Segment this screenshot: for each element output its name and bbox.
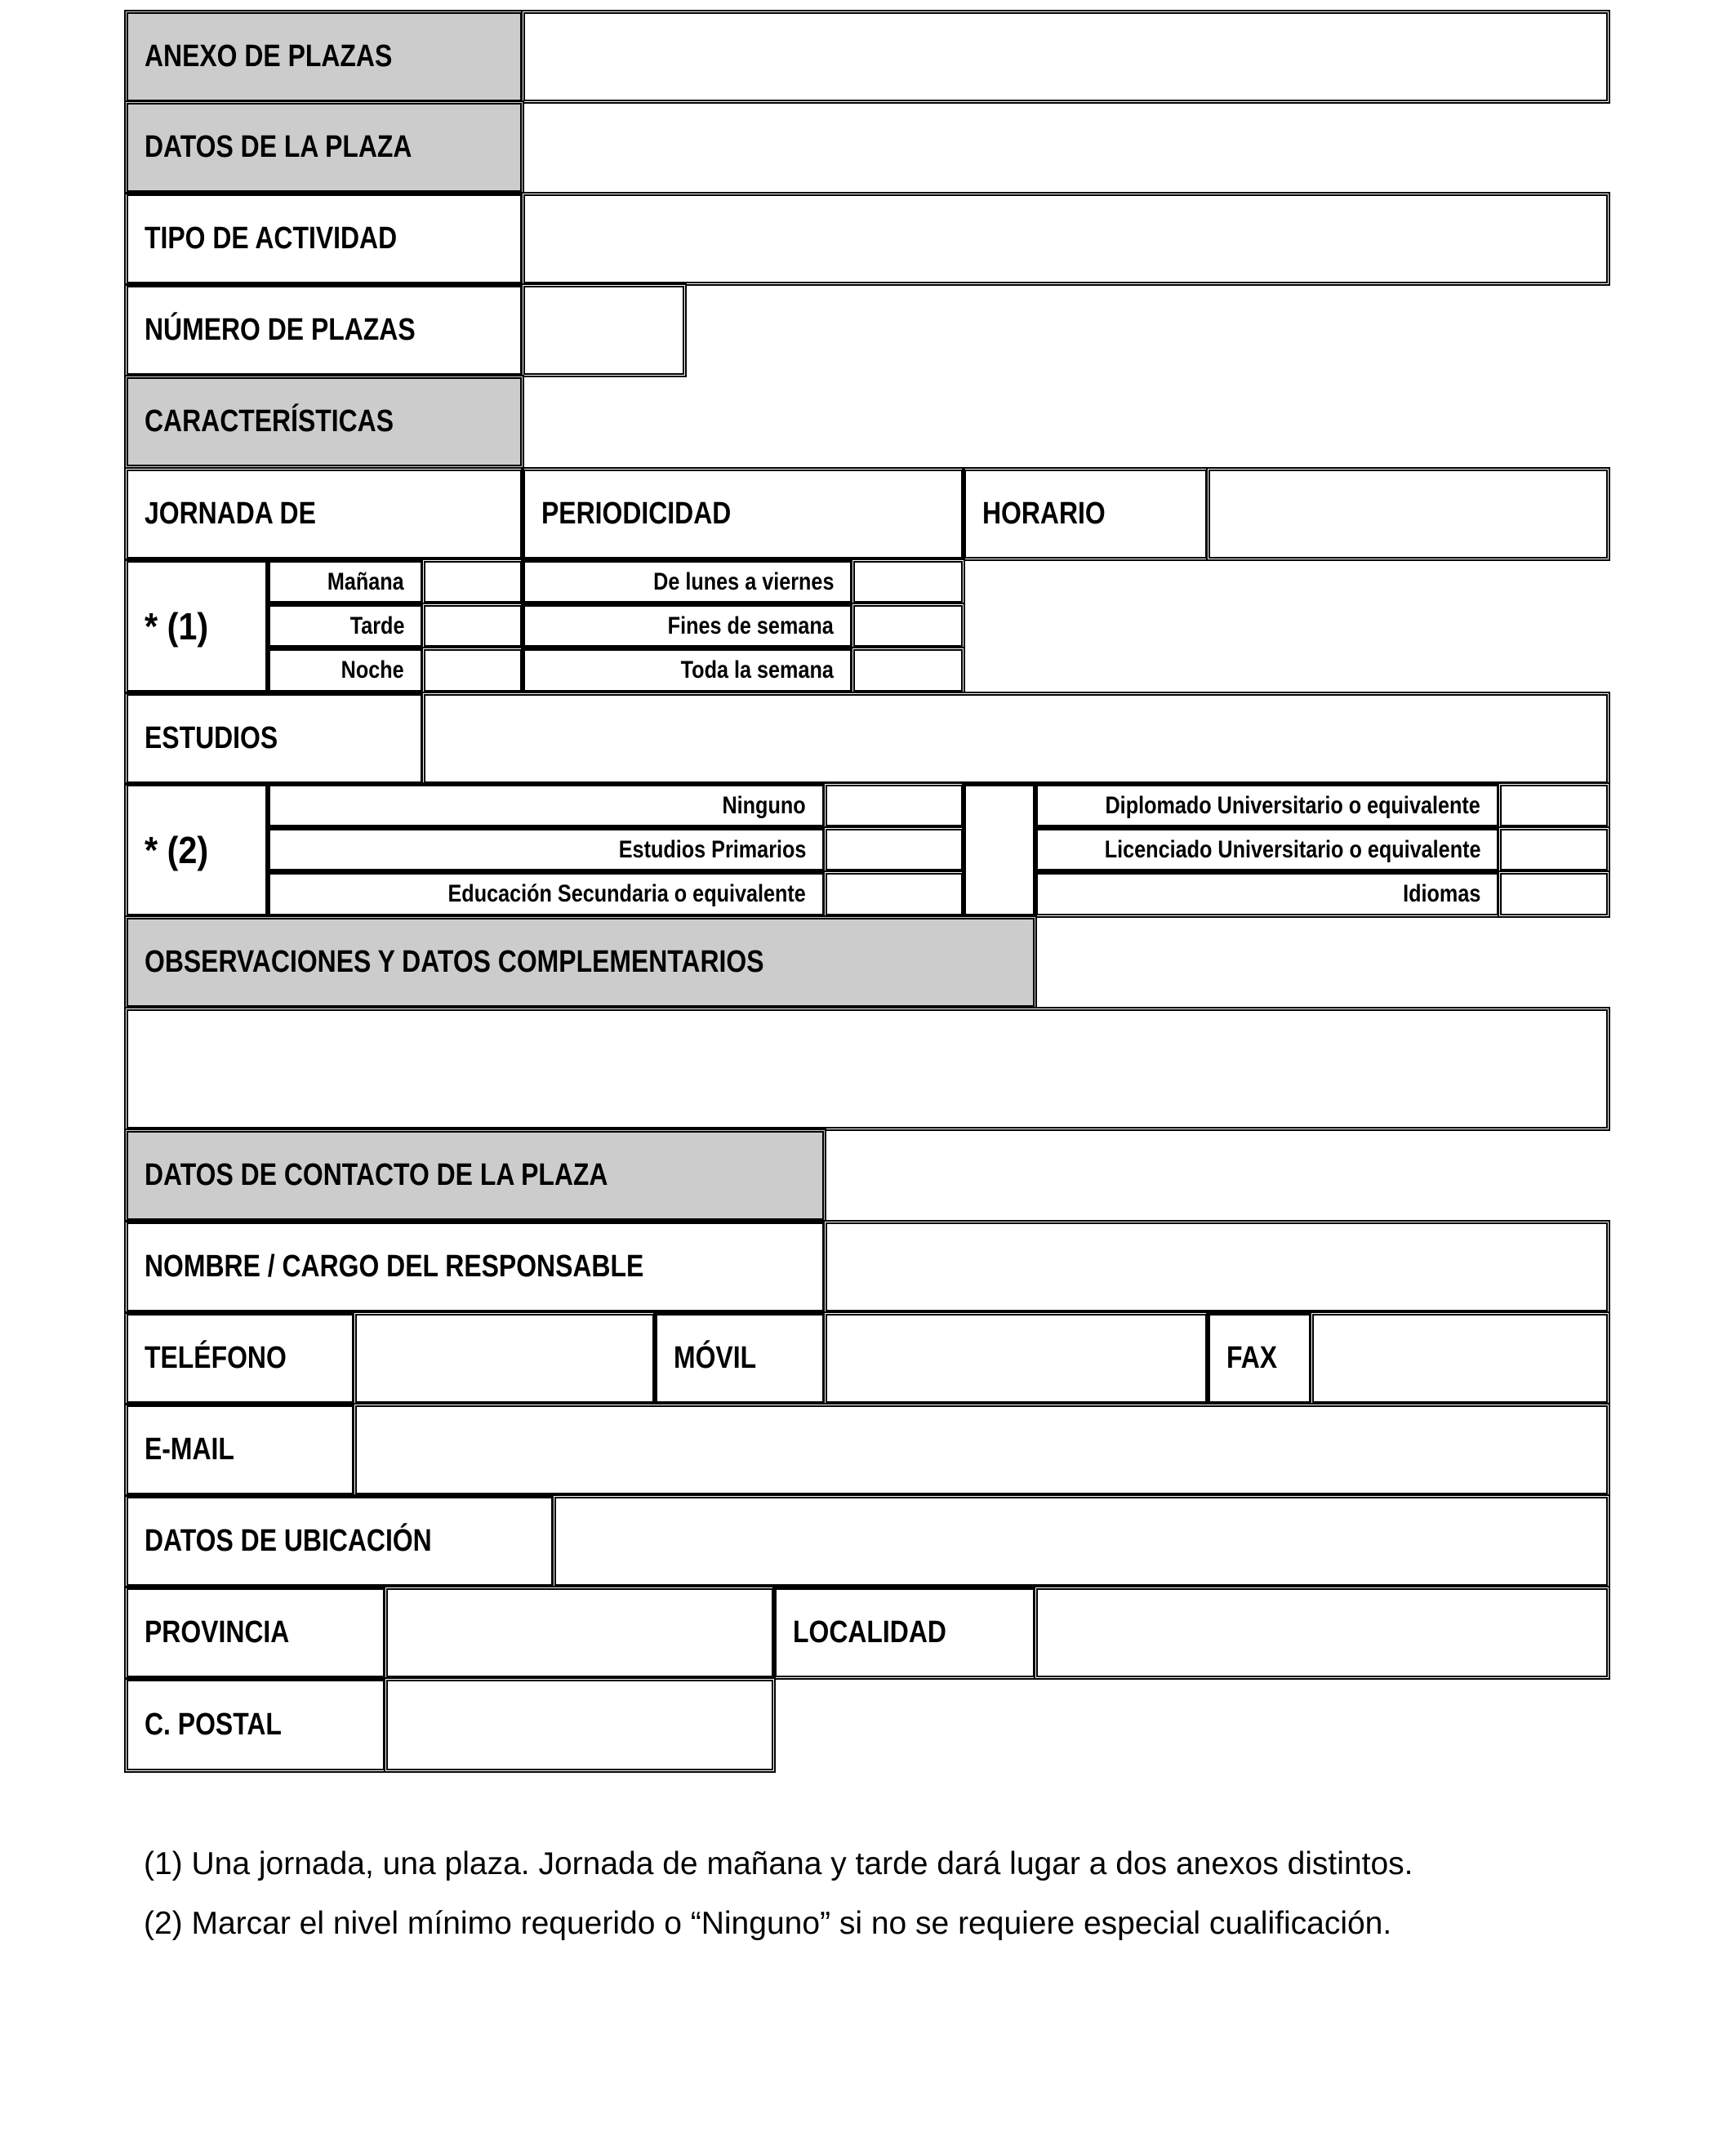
estudios-text: ESTUDIOS bbox=[145, 721, 278, 755]
estudios-checkbox[interactable] bbox=[823, 782, 965, 829]
responsable-text: NOMBRE / CARGO DEL RESPONSABLE bbox=[145, 1249, 644, 1284]
provincia-field[interactable] bbox=[384, 1586, 776, 1680]
estudios-option bbox=[1034, 826, 1501, 873]
ubicacion-field[interactable] bbox=[552, 1494, 1610, 1588]
caracteristicas-text: CARACTERÍSTICAS bbox=[145, 404, 394, 439]
estudios-option-text: Ninguno bbox=[722, 791, 806, 819]
estudios-spacer bbox=[962, 782, 1037, 918]
ubicacion-text: DATOS DE UBICACIÓN bbox=[145, 1524, 432, 1558]
periodicidad-option bbox=[521, 647, 854, 694]
estudios-option bbox=[1034, 870, 1501, 918]
provincia-label bbox=[124, 1586, 387, 1680]
email-label bbox=[124, 1403, 356, 1497]
responsable-label bbox=[124, 1220, 826, 1314]
horario-label bbox=[962, 467, 1209, 561]
jornada-option-text: Tarde bbox=[349, 612, 404, 639]
cpostal-text: C. POSTAL bbox=[145, 1707, 282, 1742]
localidad-field[interactable] bbox=[1034, 1586, 1610, 1680]
jornada-option bbox=[266, 603, 425, 649]
periodicidad-text: PERIODICIDAD bbox=[541, 496, 732, 531]
estudios-option bbox=[1034, 782, 1501, 829]
jornada-option-text: Noche bbox=[341, 657, 404, 683]
footnote-2: (2) Marcar el nivel mínimo requerido o “Ninguno” si no se requiere especial cualificación. bbox=[144, 1906, 1392, 1941]
estudios-field[interactable] bbox=[421, 692, 1610, 786]
tipo-actividad-field[interactable] bbox=[521, 192, 1610, 286]
jornada-label bbox=[124, 467, 524, 561]
tipo-actividad-label bbox=[124, 192, 524, 286]
periodicidad-option-text: De lunes a viernes bbox=[652, 568, 834, 595]
anexo-text: ANEXO DE PLAZAS bbox=[145, 39, 393, 73]
observaciones-label bbox=[124, 915, 1037, 1009]
estudios-checkbox[interactable] bbox=[823, 826, 965, 873]
note1-marker bbox=[124, 559, 269, 694]
jornada-option bbox=[266, 647, 425, 694]
estudios-checkbox[interactable] bbox=[1498, 826, 1610, 873]
observaciones-field[interactable] bbox=[124, 1007, 1610, 1131]
footnote-1: (1) Una jornada, una plaza. Jornada de mañana y tarde dará lugar a dos anexos distintos. bbox=[144, 1846, 1413, 1881]
horario-text: HORARIO bbox=[982, 496, 1106, 531]
localidad-label bbox=[772, 1586, 1037, 1680]
telefono-text: TELÉFONO bbox=[145, 1341, 287, 1375]
provincia-text: PROVINCIA bbox=[145, 1615, 290, 1649]
horario-field[interactable] bbox=[1206, 467, 1610, 561]
observaciones-text: OBSERVACIONES Y DATOS COMPLEMENTARIOS bbox=[145, 945, 764, 979]
estudios-option-text: Licenciado Universitario o equivalente bbox=[1104, 835, 1480, 863]
jornada-checkbox[interactable] bbox=[421, 603, 524, 649]
numero-plazas-label bbox=[124, 283, 524, 377]
periodicidad-option-text: Toda la semana bbox=[680, 657, 834, 683]
contacto-text: DATOS DE CONTACTO DE LA PLAZA bbox=[145, 1158, 608, 1192]
estudios-option bbox=[266, 826, 826, 873]
estudios-checkbox[interactable] bbox=[1498, 782, 1610, 829]
jornada-checkbox[interactable] bbox=[421, 559, 524, 605]
email-text: E-MAIL bbox=[145, 1432, 234, 1467]
periodicidad-option bbox=[521, 559, 854, 605]
datos-plaza-text: DATOS DE LA PLAZA bbox=[145, 130, 412, 164]
periodicidad-checkbox[interactable] bbox=[851, 559, 965, 605]
datos-plaza-label bbox=[124, 100, 524, 194]
jornada-option bbox=[266, 559, 425, 605]
estudios-checkbox[interactable] bbox=[823, 870, 965, 918]
note1-text: * (1) bbox=[145, 605, 209, 648]
periodicidad-checkbox[interactable] bbox=[851, 603, 965, 649]
cpostal-label bbox=[124, 1677, 387, 1773]
tipo-actividad-text: TIPO DE ACTIVIDAD bbox=[145, 221, 398, 256]
anexo-label bbox=[124, 10, 524, 104]
estudios-option bbox=[266, 782, 826, 829]
fax-text: FAX bbox=[1226, 1341, 1278, 1375]
jornada-text: JORNADA DE bbox=[145, 496, 316, 531]
periodicidad-checkbox[interactable] bbox=[851, 647, 965, 694]
caracteristicas-label bbox=[124, 375, 524, 469]
estudios-option-text: Diplomado Universitario o equivalente bbox=[1105, 791, 1480, 819]
fax-field[interactable] bbox=[1310, 1311, 1610, 1405]
ubicacion-label bbox=[124, 1494, 555, 1588]
estudios-label bbox=[124, 692, 425, 786]
periodicidad-label bbox=[521, 467, 965, 561]
movil-label bbox=[653, 1311, 826, 1405]
estudios-checkbox[interactable] bbox=[1498, 870, 1610, 918]
estudios-option-text: Educación Secundaria o equivalente bbox=[447, 880, 806, 907]
note2-text: * (2) bbox=[145, 829, 209, 871]
movil-text: MÓVIL bbox=[674, 1341, 757, 1375]
jornada-checkbox[interactable] bbox=[421, 647, 524, 694]
email-field[interactable] bbox=[353, 1403, 1610, 1497]
telefono-label bbox=[124, 1311, 356, 1405]
numero-plazas-text: NÚMERO DE PLAZAS bbox=[145, 313, 416, 347]
estudios-option-text: Estudios Primarios bbox=[618, 835, 806, 863]
telefono-field[interactable] bbox=[353, 1311, 657, 1405]
movil-field[interactable] bbox=[823, 1311, 1209, 1405]
numero-plazas-field[interactable] bbox=[521, 283, 687, 377]
cpostal-field[interactable] bbox=[384, 1677, 776, 1773]
responsable-field[interactable] bbox=[823, 1220, 1610, 1314]
anexo-field[interactable] bbox=[521, 10, 1610, 104]
estudios-option-text: Idiomas bbox=[1402, 880, 1480, 907]
periodicidad-option bbox=[521, 603, 854, 649]
contacto-label bbox=[124, 1129, 826, 1222]
localidad-text: LOCALIDAD bbox=[793, 1615, 946, 1649]
fax-label bbox=[1206, 1311, 1313, 1405]
jornada-option-text: Mañana bbox=[327, 568, 404, 595]
note2-marker bbox=[124, 782, 269, 918]
estudios-option bbox=[266, 870, 826, 918]
periodicidad-option-text: Fines de semana bbox=[667, 612, 834, 639]
